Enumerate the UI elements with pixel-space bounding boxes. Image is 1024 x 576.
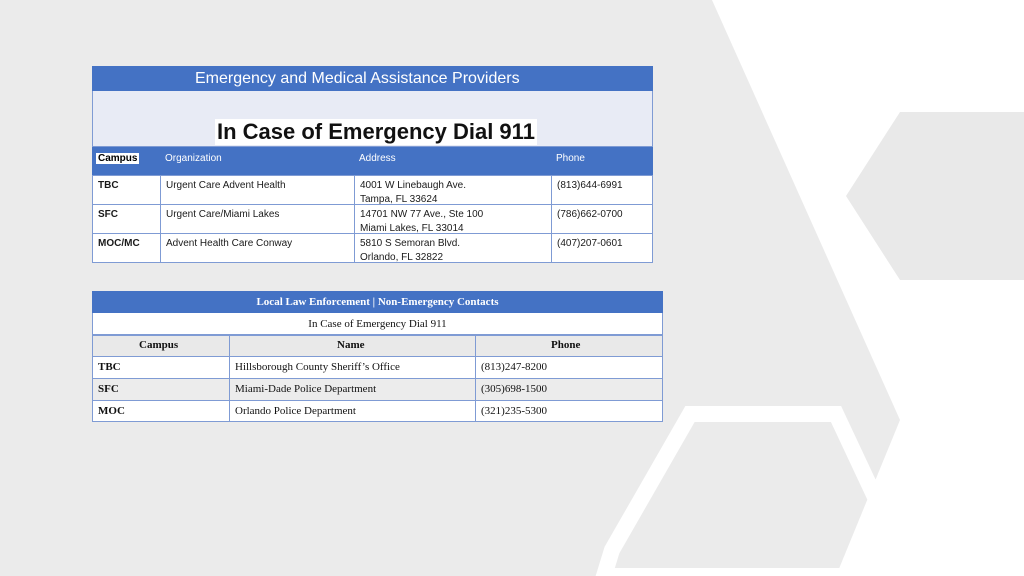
address-line2: Orlando, FL 32822 (360, 252, 444, 263)
law-table-title: Local Law Enforcement | Non-Emergency Contacts (92, 291, 663, 313)
emergency-table-title-text: Emergency and Medical Assistance Providers (195, 69, 520, 87)
emergency-providers-table (92, 66, 653, 263)
emergency-table-body (92, 175, 653, 263)
row-name: Orlando Police Department (235, 405, 356, 417)
header-phone: Phone (551, 339, 581, 351)
table-row (93, 175, 652, 204)
row-campus: TBC (98, 361, 121, 373)
header-phone: Phone (556, 153, 585, 164)
table-row (92, 378, 663, 400)
header-campus: Campus (98, 153, 138, 164)
table-row (92, 400, 663, 422)
row-phone: (813)644-6991 (557, 180, 623, 191)
law-enforcement-table (92, 291, 663, 422)
law-table-header (92, 335, 663, 356)
row-phone: (407)207-0601 (557, 238, 623, 249)
table-row (93, 233, 652, 262)
row-campus: SFC (98, 209, 118, 220)
row-organization: Advent Health Care Conway (166, 238, 293, 249)
address-line1: 4001 W Linebaugh Ave. (360, 180, 467, 191)
row-organization: Urgent Care Advent Health (166, 180, 286, 191)
table-row (92, 356, 663, 378)
emergency-table-subtitle-row (92, 91, 653, 147)
header-campus: Campus (139, 339, 179, 351)
row-address (360, 237, 460, 265)
address-line1: 5810 S Semoran Blvd. (360, 238, 461, 249)
row-campus: MOC (98, 405, 125, 417)
address-line2: Tampa, FL 33624 (360, 194, 438, 205)
row-name: Miami-Dade Police Department (235, 383, 377, 395)
row-campus: TBC (98, 180, 119, 191)
row-phone: (321)235-5300 (481, 405, 547, 417)
header-address: Address (359, 153, 396, 164)
row-phone: (305)698-1500 (481, 383, 547, 395)
hexagon-right-small (846, 112, 1024, 280)
row-address (360, 179, 466, 207)
emergency-table-title (92, 66, 653, 91)
emergency-dial-911-text: In Case of Emergency Dial 911 (217, 119, 535, 144)
row-campus: MOC/MC (98, 238, 140, 249)
table-row (93, 204, 652, 233)
address-line1: 14701 NW 77 Ave., Ste 100 (360, 209, 484, 220)
row-campus: SFC (98, 383, 119, 395)
emergency-table-header (92, 147, 653, 175)
law-table-subtitle: In Case of Emergency Dial 911 (92, 313, 663, 335)
row-name: Hillsborough County Sheriff’s Office (235, 361, 400, 373)
header-name: Name (337, 339, 365, 351)
row-phone: (786)662-0700 (557, 209, 623, 220)
row-organization: Urgent Care/Miami Lakes (166, 209, 280, 220)
header-organization: Organization (165, 153, 222, 164)
row-phone: (813)247-8200 (481, 361, 547, 373)
address-line2: Miami Lakes, FL 33014 (360, 223, 464, 234)
row-address (360, 208, 483, 236)
